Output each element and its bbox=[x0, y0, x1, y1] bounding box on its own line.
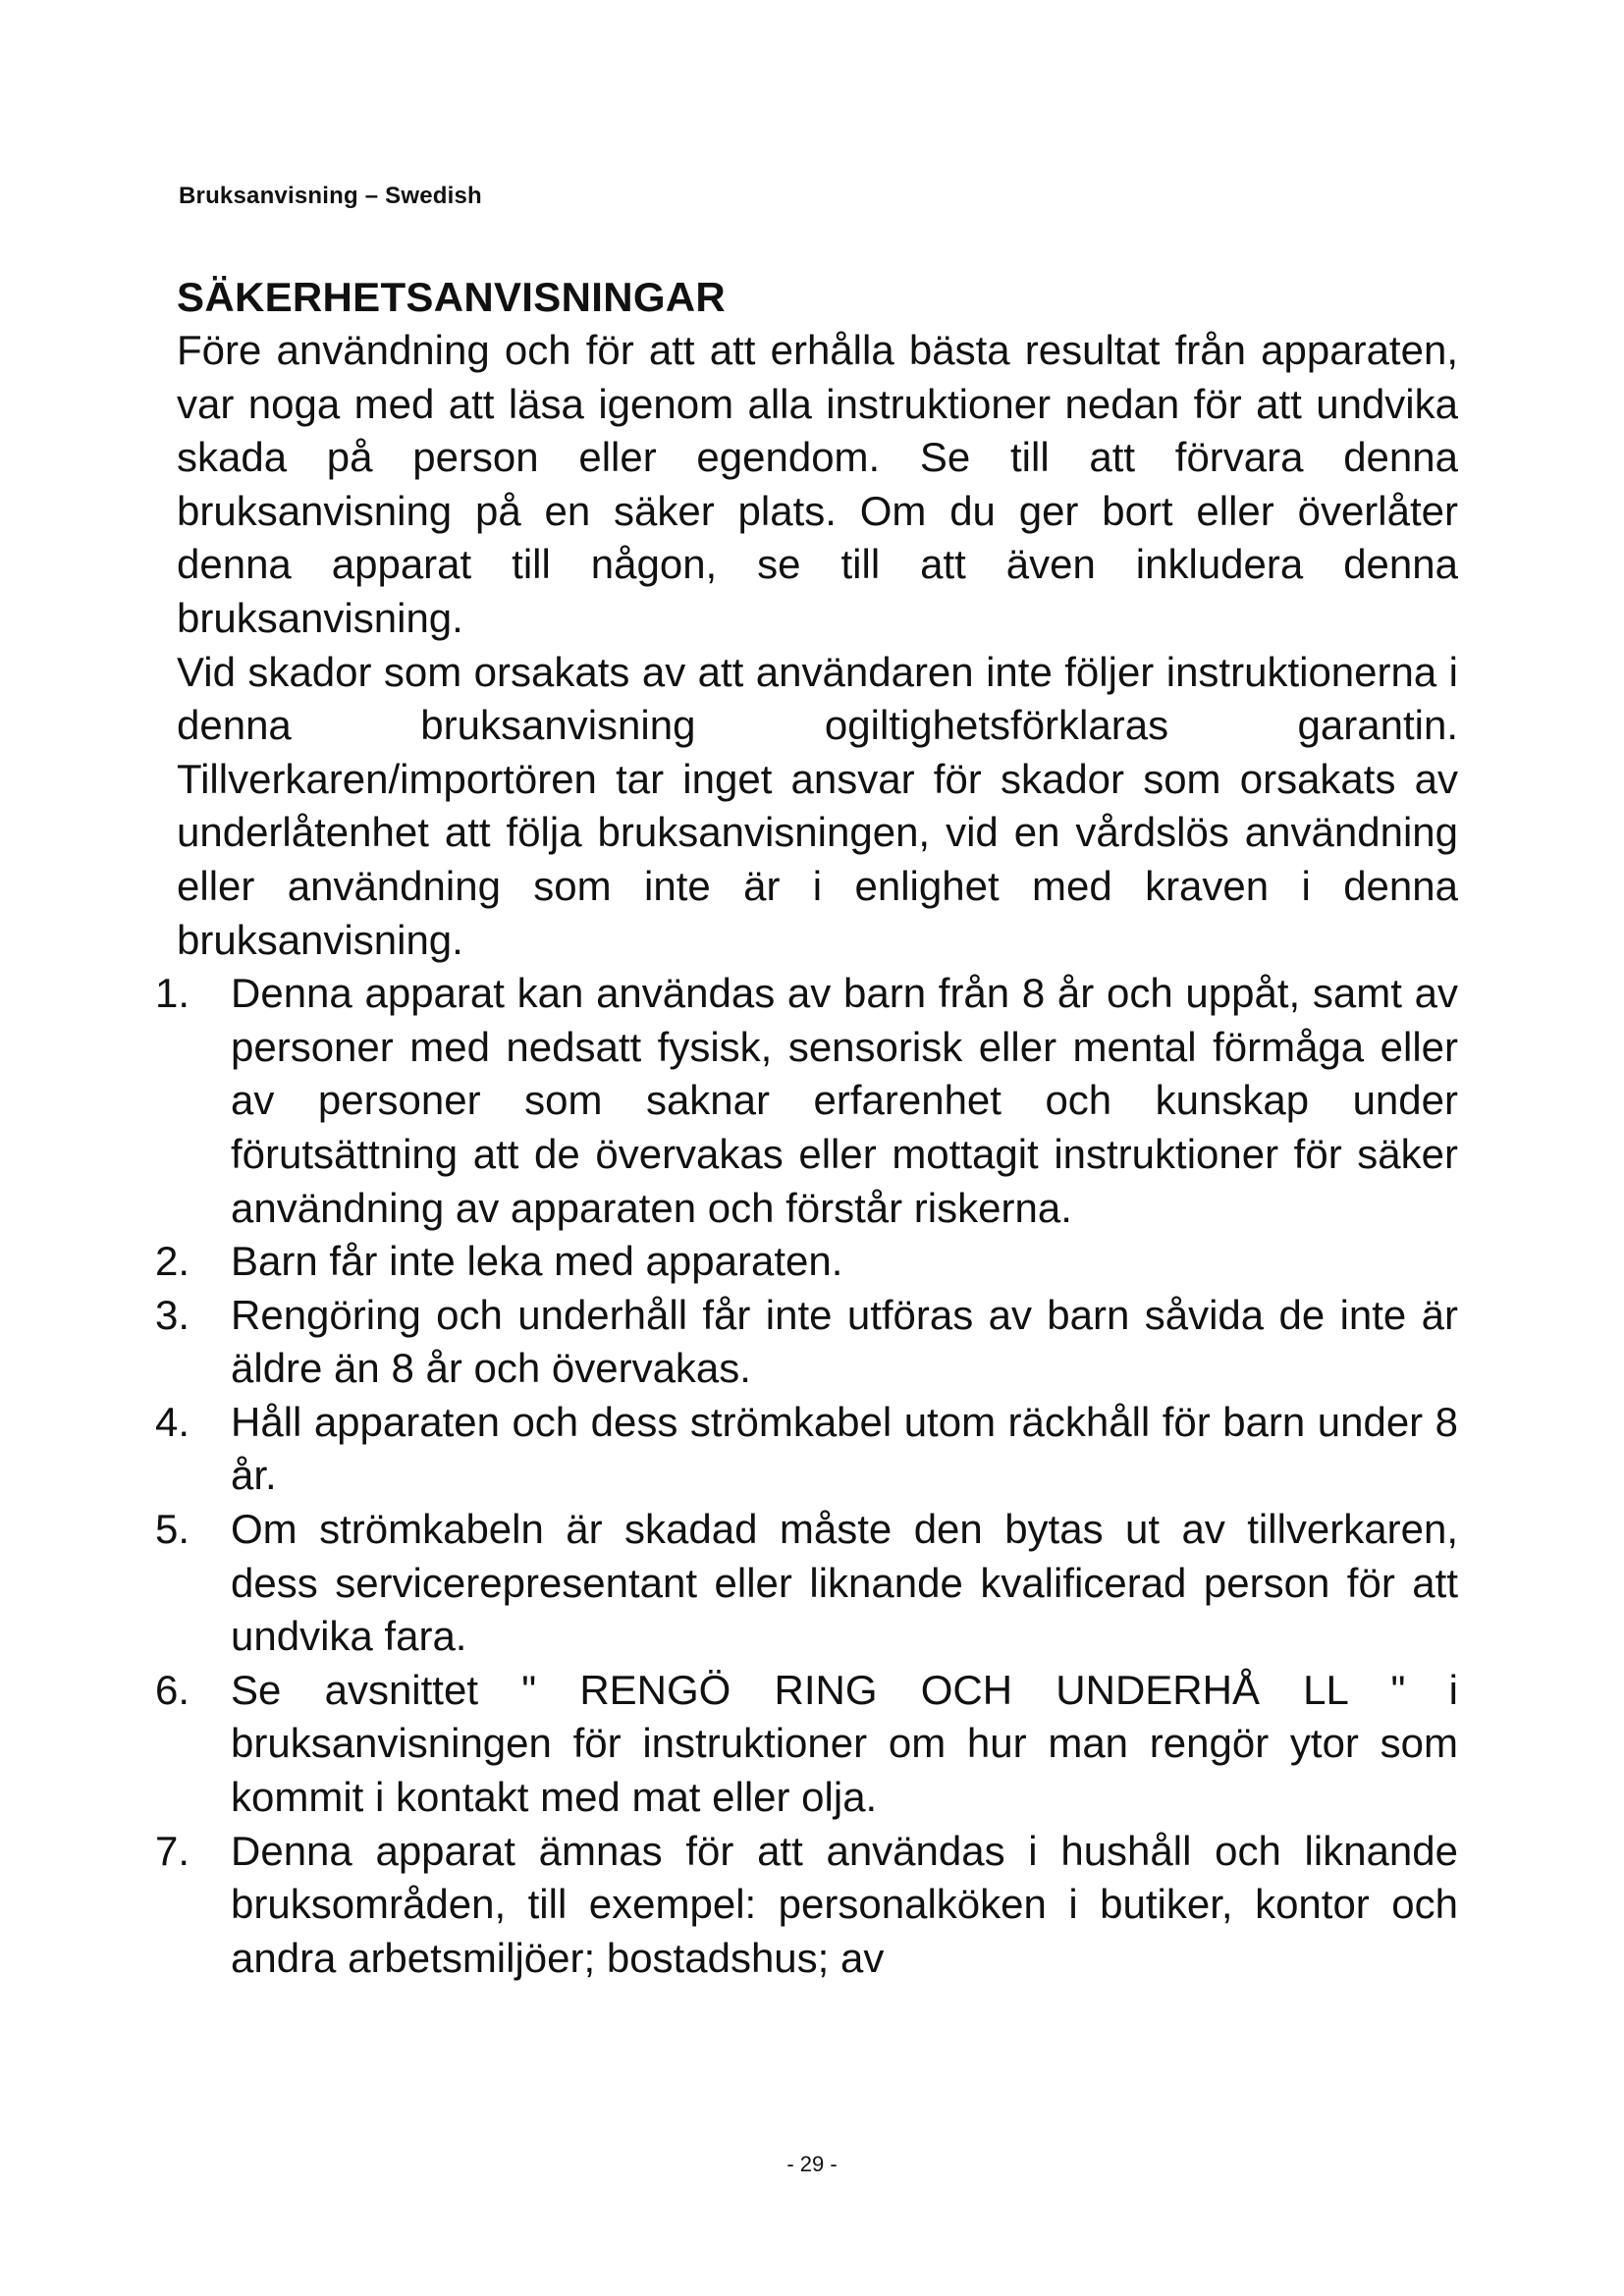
list-item bbox=[155, 1235, 1458, 1289]
safety-instructions-list bbox=[155, 967, 1458, 1985]
list-item bbox=[155, 1503, 1458, 1664]
warranty-paragraph: Vid skador som orsakats av att användaren inte följer instruktionerna i denna bruksanvisning ogiltighetsförklaras garantin. Tillverkaren/importören tar inget ansvar för skador som orsakats av underlåtenhet att följa bruksanvisningen, vid en vårdslös användning eller användning som inte är i enlighet med kraven i denna bruksanvisning. bbox=[177, 648, 1458, 963]
item-number: 5. bbox=[155, 1506, 190, 1553]
list-item bbox=[155, 1289, 1458, 1396]
list-item bbox=[155, 1664, 1458, 1825]
list-item bbox=[155, 1825, 1458, 1986]
item-number: 1. bbox=[155, 970, 190, 1017]
list-item bbox=[155, 1396, 1458, 1503]
section-title: SÄKERHETSANVISNINGAR bbox=[177, 274, 727, 320]
item-text: Om strömkabeln är skadad måste den bytas ut av tillverkaren, dess servicerepresentant eller liknande kvalificerad person för att undvika fara. bbox=[231, 1506, 1458, 1660]
item-text: Se avsnittet " RENGÖ RING OCH UNDERHÅ LL " i bruksanvisningen för instruktioner om hur man rengör ytor som kommit i kontakt med mat eller olja. bbox=[231, 1666, 1458, 1821]
document-header: Bruksanvisning – Swedish bbox=[179, 183, 482, 209]
item-number: 7. bbox=[155, 1827, 190, 1874]
page-number: - 29 - bbox=[786, 2152, 838, 2176]
item-number: 2. bbox=[155, 1238, 190, 1285]
item-number: 3. bbox=[155, 1291, 190, 1338]
item-number: 6. bbox=[155, 1666, 190, 1713]
intro-paragraph: Före användning och för att att erhålla bästa resultat från apparaten, var noga med att läsa igenom alla instruktioner nedan för att undvika skada på person eller egendom. Se till att förvara denna bruksanvisning på en säker plats. Om du ger bort eller överlåter denna apparat till någon, se till att även inkludera denna bruksanvisning. bbox=[177, 327, 1458, 641]
item-text: Håll apparaten och dess strömkabel utom räckhåll för barn under 8 år. bbox=[231, 1398, 1458, 1499]
safety-section bbox=[155, 271, 1458, 1985]
item-text: Denna apparat ämnas för att användas i hushåll och liknande bruksområden, till exempel: personalköken i butiker, kontor och andra arbetsmiljöer; bostadshus; av bbox=[231, 1827, 1458, 1981]
item-text: Barn får inte leka med apparaten. bbox=[231, 1238, 843, 1285]
item-text: Rengöring och underhåll får inte utföras av barn såvida de inte är äldre än 8 år och övervakas. bbox=[231, 1291, 1458, 1392]
list-item bbox=[155, 967, 1458, 1235]
item-text: Denna apparat kan användas av barn från 8 år och uppåt, samt av personer med nedsatt fysisk, sensorisk eller mental förmåga eller av personer som saknar erfarenhet och kunskap under förutsättning att de övervakas eller mottagit instruktioner för säker användning av apparaten och förstår riskerna. bbox=[231, 970, 1458, 1231]
item-number: 4. bbox=[155, 1398, 190, 1445]
